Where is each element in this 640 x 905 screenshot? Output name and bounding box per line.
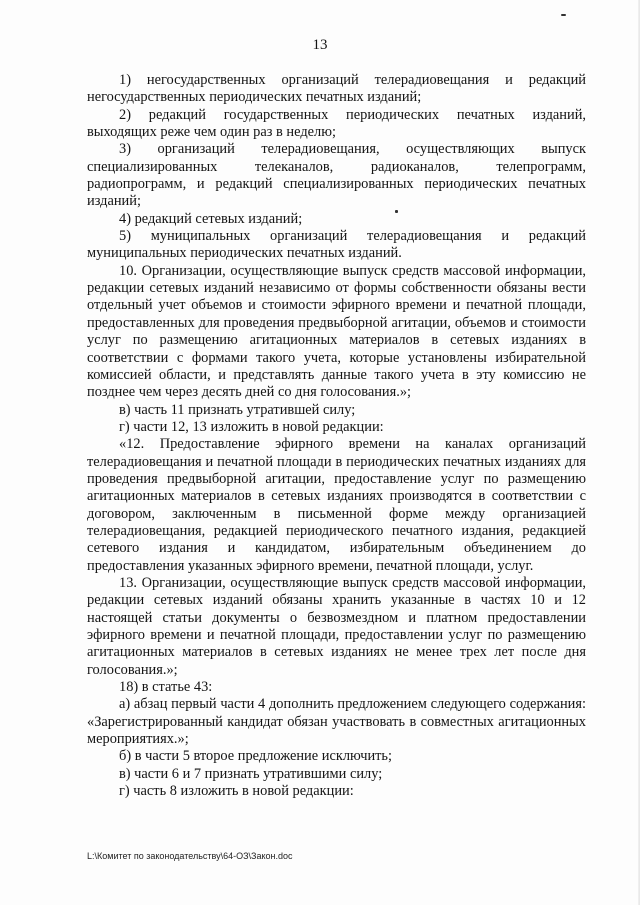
paragraph-amend-g: г) части 12, 13 изложить в новой редакции: [119, 418, 384, 435]
paragraph-part-10: 10. Организации, осуществляющие выпуск средств массовой информации, редакции сетевых изданий независимо от формы собственности обязаны вести отдельный учет объемов и стоимости эфирного времени и печатной площади, предоставленных для проведения предвыборной агитации, объемов и стоимости услуг по размещению агитационных материалов в сетевых изданиях в соответствии с формами такого учета, которые установлены избирательной комиссией области, и представлять данные такого учета в эту комиссию не позднее чем через десять дней со дня голосования.»; [87, 262, 586, 401]
paragraph-amend-v2: в) части 6 и 7 признать утратившими силу; [119, 765, 383, 782]
paragraph-part-13: 13. Организации, осуществляющие выпуск средств массовой информации, редакции сетевых изданий обязаны хранить указанные в частях 10 и 12 настоящей статьи документы о безвозмездном и платном предоставлении эфирного времени и печатной площади, предоставлении услуг по размещению агитационных материалов в сетевых изданиях не менее трех лет после дня голосования.»; [87, 574, 586, 678]
paragraph-item-18: 18) в статье 43: [119, 679, 213, 696]
footer-file-path: L:\Комитет по законодательству\64-ОЗ\Закон.doc [87, 851, 293, 861]
page-number: 13 [312, 37, 328, 53]
paragraph-item-3: 3) организаций телерадиовещания, осуществляющих выпуск специализированных телеканалов, радиоканалов, телепрограмм, радиопрограмм, и редакций специализированных периодических печатных изданий; [87, 141, 586, 210]
document-body [87, 72, 586, 800]
paragraph-item-2: 2) редакций государственных периодических печатных изданий, выходящих реже чем один раз в неделю; [87, 106, 586, 141]
paragraph-amend-g2: г) часть 8 изложить в новой редакции: [119, 783, 354, 800]
paragraph-part-12: «12. Предоставление эфирного времени на каналах организаций телерадиовещания и печатной площади в периодических печатных изданиях для проведения предвыборной агитации, предоставление услуг по размещению агитационных материалов в сетевых изданиях производятся в соответствии с договором, заключенным в письменной форме между организацией телерадиовещания, редакцией периодического печатного издания, редакцией сетевого издания и кандидатом, избирательным объединением до предоставления указанных эфирного времени, печатной площади, услуг. [87, 436, 586, 574]
paragraph-amend-v: в) часть 11 признать утратившей силу; [119, 401, 356, 418]
paragraph-amend-a: а) абзац первый части 4 дополнить предложением следующего содержания: «Зарегистрированный кандидат обязан участвовать в совместных агитационных мероприятиях.»; [87, 696, 586, 748]
paragraph-amend-b: б) в части 5 второе предложение исключить; [119, 748, 392, 765]
scan-speck [561, 14, 566, 16]
paragraph-item-1: 1) негосударственных организаций телерадиовещания и редакций негосударственных периодических печатных изданий; [87, 72, 586, 106]
paragraph-item-4: 4) редакций сетевых изданий; [119, 210, 303, 227]
paragraph-item-5: 5) муниципальных организаций телерадиовещания и редакций муниципальных периодических печатных изданий. [87, 228, 586, 262]
